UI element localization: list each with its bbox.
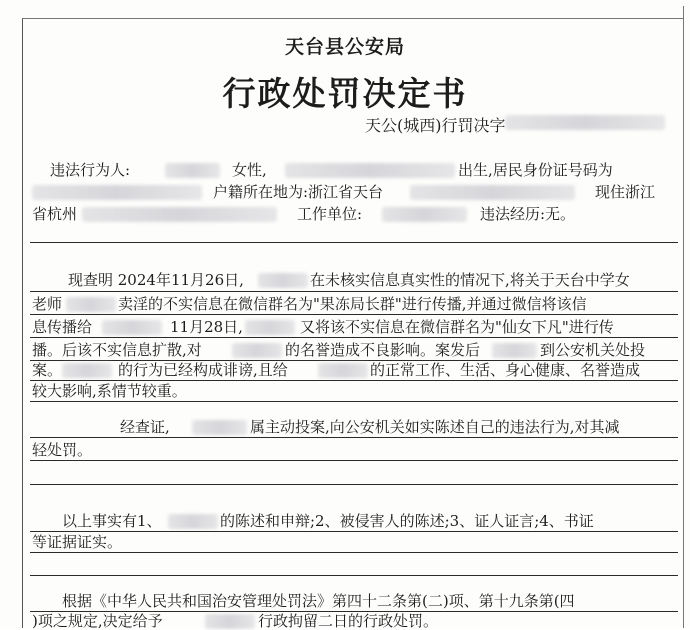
- facts-line-6: 较大影响,系情节较重。: [32, 382, 187, 400]
- ruled-line: [30, 437, 678, 438]
- redaction: [258, 273, 308, 288]
- redaction: [66, 297, 116, 312]
- facts-line-1a: 现查明 2024年11月26日,: [68, 271, 244, 289]
- redaction: [82, 207, 277, 222]
- document-title: 行政处罚决定书: [222, 74, 468, 113]
- facts-line-3c: 又将该不实信息在微信群名为"仙女下凡"进行传: [300, 318, 614, 336]
- mitigation-line-1a: 经查证,: [120, 418, 170, 436]
- redaction: [492, 343, 537, 358]
- redaction: [205, 614, 255, 629]
- facts-line-2a: 老师: [32, 295, 63, 313]
- redaction: [410, 185, 575, 200]
- facts-line-3a: 息传播给: [32, 318, 93, 336]
- basis-line-1: 根据《中华人民共和国治安管理处罚法》第四十二条第(二)项、第十九条第(四: [62, 592, 575, 610]
- redaction: [245, 320, 295, 335]
- redaction: [102, 320, 162, 335]
- ruled-line: [30, 531, 678, 532]
- mitigation-line-1b: 属主动投案,向公安机关如实陈述自己的违法行为,对其减: [250, 418, 620, 436]
- ruled-line: [30, 401, 678, 402]
- facts-line-5b: 的行为已经构成诽谤,且给: [118, 361, 288, 379]
- redaction: [232, 343, 282, 358]
- ruled-line: [30, 484, 678, 485]
- document-number: 天公(城西)行罚决字: [365, 116, 506, 135]
- facts-line-2b: 卖淫的不实信息在微信群名为"果冻局长群"进行传播,并通过微信将该信: [118, 295, 587, 313]
- offender-record: 违法经历:无。: [480, 205, 576, 223]
- evidence-line-2: 等证据证实。: [32, 533, 123, 551]
- redaction: [165, 163, 220, 178]
- offender-id-label: 出生,居民身份证号码为: [458, 161, 613, 179]
- redaction: [32, 185, 202, 200]
- facts-line-4a: 播。后该不实信息扩散,对: [32, 341, 202, 359]
- redaction: [505, 115, 665, 130]
- issuing-office: 天台县公安局: [284, 36, 405, 58]
- offender-residence: 现住浙江: [595, 183, 656, 201]
- offender-city: 省杭州: [32, 205, 78, 223]
- offender-workplace-label: 工作单位:: [297, 205, 363, 223]
- facts-line-1b: 在未核实信息真实性的情况下,将关于天台中学女: [310, 271, 630, 289]
- ruled-line: [30, 291, 678, 292]
- basis-line-2b: 行政拘留二日的行政处罚。: [258, 612, 439, 630]
- offender-gender: 女性,: [232, 161, 267, 179]
- facts-line-4c: 到公安机关处投: [540, 341, 646, 359]
- evidence-line-1b: 的陈述和申辩;2、被侵害人的陈述;3、证人证言;4、书证: [220, 512, 594, 530]
- ruled-line: [30, 552, 678, 553]
- facts-line-5a: 案。: [32, 361, 63, 379]
- redaction: [192, 420, 247, 435]
- ruled-line: [30, 380, 678, 381]
- facts-line-4b: 的名誉造成不良影响。案发后: [285, 341, 481, 359]
- offender-label: 违法行为人:: [50, 161, 131, 179]
- redaction: [168, 514, 218, 529]
- redaction: [318, 363, 368, 378]
- basis-line-2a: )项之规定,决定给予: [32, 612, 163, 630]
- ruled-line: [30, 575, 678, 576]
- ruled-line: [30, 242, 678, 243]
- ruled-line: [30, 460, 678, 461]
- page-border-top: [22, 18, 684, 19]
- redaction: [285, 163, 455, 178]
- evidence-line-1a: 以上事实有1、: [62, 512, 162, 530]
- ruled-line: [30, 337, 678, 338]
- mitigation-line-2: 轻处罚。: [32, 441, 93, 459]
- redaction: [62, 363, 112, 378]
- facts-line-3b: 11月28日,: [170, 318, 243, 336]
- offender-hukou: 户籍所在地为:浙江省天台: [213, 183, 384, 201]
- ruled-line: [30, 314, 678, 315]
- facts-line-5c: 的正常工作、生活、身心健康、名誉造成: [370, 361, 641, 379]
- redaction: [382, 207, 467, 222]
